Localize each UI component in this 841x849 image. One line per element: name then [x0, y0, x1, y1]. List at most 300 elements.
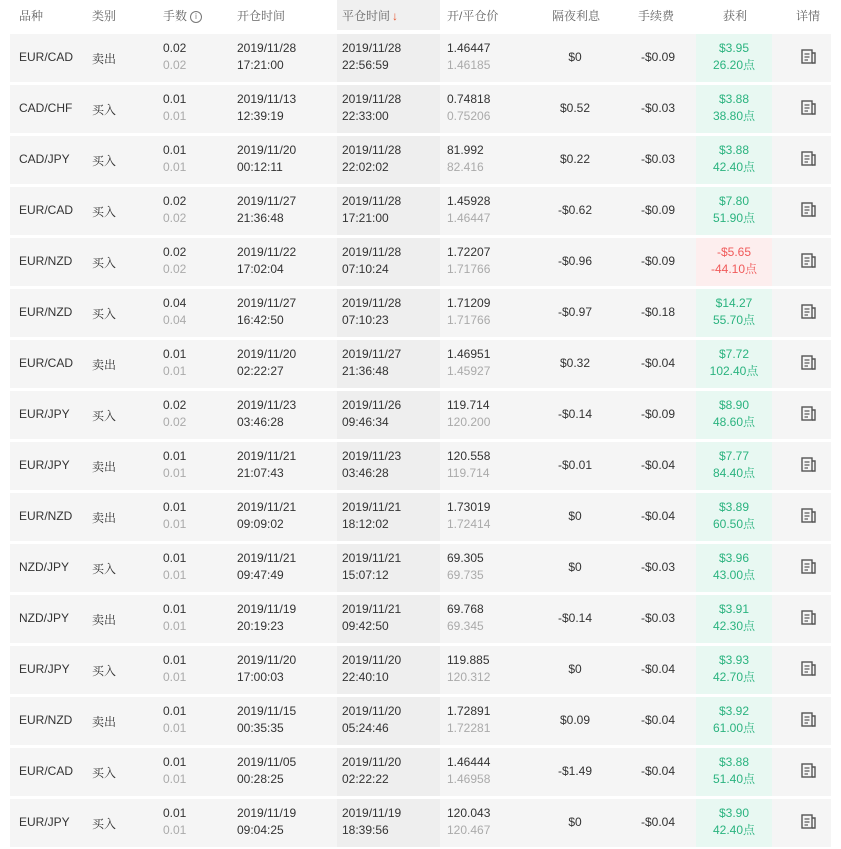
symbol-cell: EUR/CAD — [19, 764, 74, 778]
fee-cell: -$0.09 — [640, 203, 676, 217]
profit-cell — [696, 85, 772, 133]
close-price: 0.75206 — [447, 109, 491, 123]
open-time-cell — [237, 193, 296, 227]
swap-cell: -$0.62 — [557, 203, 593, 217]
swap-cell: $0 — [568, 509, 582, 523]
open-time: 00:28:25 — [237, 772, 284, 786]
swap-cell: -$0.96 — [557, 254, 593, 268]
open-date: 2019/11/15 — [237, 704, 297, 718]
open-date: 2019/11/13 — [237, 92, 297, 106]
symbol-cell: EUR/NZD — [19, 509, 73, 523]
price-cell — [447, 244, 490, 278]
close-date: 2019/11/28 — [342, 143, 402, 157]
open-time: 09:04:25 — [237, 823, 284, 837]
open-date: 2019/11/05 — [237, 755, 297, 769]
open-date: 2019/11/20 — [237, 143, 297, 157]
lots-value: 0.02 — [163, 245, 187, 259]
price-cell — [447, 805, 490, 839]
profit-amount: $7.80 — [718, 194, 750, 208]
fee-cell: -$0.03 — [640, 560, 676, 574]
profit-cell — [696, 748, 772, 796]
sort-desc-arrow-icon[interactable]: ↓ — [392, 9, 399, 23]
swap-cell: $0 — [568, 815, 582, 829]
profit-points: 84.40点 — [712, 466, 756, 480]
profit-amount: $3.91 — [718, 602, 750, 616]
header-symbol: 品种 — [19, 9, 44, 23]
profit-points: 26.20点 — [712, 58, 756, 72]
header-open-time[interactable]: 开仓时间 — [237, 9, 286, 23]
table-row — [10, 697, 831, 745]
lots-closed-value: 0.02 — [163, 415, 187, 429]
close-time: 22:02:02 — [342, 160, 389, 174]
profit-points: 55.70点 — [712, 313, 756, 327]
table-row — [10, 442, 831, 490]
fee-cell: -$0.09 — [640, 254, 676, 268]
table-row — [10, 799, 831, 847]
symbol-cell: EUR/JPY — [19, 662, 70, 676]
type-cell: 买入 — [92, 205, 117, 219]
swap-cell: $0 — [568, 560, 582, 574]
details-doc-icon[interactable] — [800, 813, 818, 831]
profit-points: 42.40点 — [712, 823, 756, 837]
lots-value: 0.01 — [163, 449, 187, 463]
profit-cell — [696, 799, 772, 847]
fee-cell: -$0.09 — [640, 50, 676, 64]
lots-cell — [163, 295, 186, 329]
open-price: 1.71209 — [447, 296, 491, 310]
close-time-cell — [342, 142, 401, 176]
fee-cell: -$0.18 — [640, 305, 676, 319]
symbol-cell: EUR/NZD — [19, 713, 73, 727]
lots-closed-value: 0.04 — [163, 313, 187, 327]
open-time-cell — [237, 550, 296, 584]
swap-cell: $0.09 — [559, 713, 591, 727]
open-time-cell — [237, 244, 296, 278]
header-price: 开/平仓价 — [447, 9, 499, 23]
profit-amount: $3.88 — [718, 92, 750, 106]
close-time-cell — [342, 754, 401, 788]
lots-value: 0.01 — [163, 653, 187, 667]
close-time: 03:46:28 — [342, 466, 389, 480]
close-time-cell — [342, 703, 401, 737]
fee-cell: -$0.04 — [640, 662, 676, 676]
close-time: 05:24:46 — [342, 721, 389, 735]
lots-cell — [163, 397, 186, 431]
details-doc-icon[interactable] — [800, 711, 818, 729]
lots-value: 0.04 — [163, 296, 187, 310]
header-swap: 隔夜利息 — [552, 9, 601, 23]
open-time: 03:46:28 — [237, 415, 284, 429]
type-cell: 买入 — [92, 664, 117, 678]
info-icon[interactable]: i — [190, 11, 202, 23]
details-doc-icon[interactable] — [800, 201, 818, 219]
lots-value: 0.02 — [163, 41, 187, 55]
lots-cell — [163, 601, 186, 635]
close-price: 1.46958 — [447, 772, 491, 786]
lots-closed-value: 0.01 — [163, 721, 187, 735]
lots-closed-value: 0.01 — [163, 568, 187, 582]
open-time-cell — [237, 448, 296, 482]
profit-points: 60.50点 — [712, 517, 756, 531]
close-price: 1.72414 — [447, 517, 491, 531]
close-date: 2019/11/20 — [342, 704, 402, 718]
close-price: 120.467 — [447, 823, 491, 837]
price-cell — [447, 40, 490, 74]
lots-cell — [163, 805, 186, 839]
profit-cell — [696, 289, 772, 337]
table-row — [10, 391, 831, 439]
details-doc-icon[interactable] — [800, 303, 818, 321]
swap-cell: $0 — [568, 50, 582, 64]
lots-value: 0.01 — [163, 806, 187, 820]
close-time: 15:07:12 — [342, 568, 389, 582]
price-cell — [447, 652, 490, 686]
price-cell — [447, 397, 490, 431]
price-cell — [447, 601, 484, 635]
close-date: 2019/11/28 — [342, 245, 402, 259]
open-date: 2019/11/27 — [237, 194, 297, 208]
lots-value: 0.01 — [163, 500, 187, 514]
open-price: 1.72891 — [447, 704, 491, 718]
lots-value: 0.01 — [163, 92, 187, 106]
profit-amount: $3.89 — [718, 500, 750, 514]
profit-amount: $3.88 — [718, 143, 750, 157]
details-doc-icon[interactable] — [800, 48, 818, 66]
header-fee: 手续费 — [638, 9, 675, 23]
open-time: 09:09:02 — [237, 517, 284, 531]
table-row — [10, 340, 831, 388]
lots-cell — [163, 499, 186, 533]
close-time-cell — [342, 652, 401, 686]
close-time-cell — [342, 550, 401, 584]
close-price: 1.72281 — [447, 721, 491, 735]
type-cell: 买入 — [92, 817, 117, 831]
close-time-cell — [342, 499, 401, 533]
type-cell: 卖出 — [92, 358, 117, 372]
symbol-cell: EUR/NZD — [19, 254, 73, 268]
open-date: 2019/11/21 — [237, 551, 297, 565]
table-row — [10, 544, 831, 592]
symbol-cell: EUR/CAD — [19, 356, 74, 370]
open-time-cell — [237, 499, 296, 533]
symbol-cell: EUR/JPY — [19, 815, 70, 829]
fee-cell: -$0.04 — [640, 356, 676, 370]
open-price: 69.305 — [447, 551, 484, 565]
fee-cell: -$0.04 — [640, 815, 676, 829]
fee-cell: -$0.04 — [640, 458, 676, 472]
symbol-cell: EUR/CAD — [19, 50, 74, 64]
profit-cell — [696, 391, 772, 439]
open-date: 2019/11/28 — [237, 41, 297, 55]
open-price: 120.558 — [447, 449, 491, 463]
profit-points: 102.40点 — [709, 364, 759, 378]
lots-closed-value: 0.01 — [163, 670, 187, 684]
details-doc-icon[interactable] — [800, 558, 818, 576]
open-price: 1.46447 — [447, 41, 491, 55]
close-date: 2019/11/20 — [342, 755, 402, 769]
lots-value: 0.01 — [163, 347, 187, 361]
lots-closed-value: 0.02 — [163, 262, 187, 276]
close-price: 120.312 — [447, 670, 491, 684]
type-cell: 卖出 — [92, 52, 117, 66]
close-time-cell — [342, 448, 401, 482]
price-cell — [447, 754, 490, 788]
profit-points: 61.00点 — [712, 721, 756, 735]
open-time: 12:39:19 — [237, 109, 284, 123]
type-cell: 买入 — [92, 766, 117, 780]
price-cell — [447, 448, 490, 482]
swap-cell: -$0.14 — [557, 407, 593, 421]
lots-value: 0.01 — [163, 551, 187, 565]
profit-points: 51.90点 — [712, 211, 756, 225]
open-price: 1.46444 — [447, 755, 491, 769]
lots-cell — [163, 193, 186, 227]
open-date: 2019/11/27 — [237, 296, 297, 310]
open-time-cell — [237, 397, 296, 431]
symbol-cell: EUR/NZD — [19, 305, 73, 319]
lots-closed-value: 0.01 — [163, 109, 187, 123]
lots-value: 0.01 — [163, 602, 187, 616]
table-row — [10, 136, 831, 184]
symbol-cell: CAD/CHF — [19, 101, 73, 115]
close-time-cell — [342, 40, 401, 74]
type-cell: 买入 — [92, 256, 117, 270]
details-doc-icon[interactable] — [800, 354, 818, 372]
profit-amount: $8.90 — [718, 398, 750, 412]
open-time-cell — [237, 754, 296, 788]
details-doc-icon[interactable] — [800, 762, 818, 780]
open-price: 1.72207 — [447, 245, 491, 259]
open-price: 0.74818 — [447, 92, 491, 106]
open-price: 69.768 — [447, 602, 484, 616]
close-time-cell — [342, 346, 401, 380]
profit-points: 51.40点 — [712, 772, 756, 786]
table-row — [10, 187, 831, 235]
close-date: 2019/11/28 — [342, 41, 402, 55]
close-price: 1.45927 — [447, 364, 491, 378]
lots-cell — [163, 448, 186, 482]
lots-closed-value: 0.01 — [163, 619, 187, 633]
table-row — [10, 289, 831, 337]
table-row — [10, 493, 831, 541]
close-time-cell — [342, 397, 401, 431]
lots-closed-value: 0.01 — [163, 772, 187, 786]
profit-amount: $7.72 — [718, 347, 750, 361]
type-cell: 买入 — [92, 154, 117, 168]
price-cell — [447, 142, 484, 176]
close-time: 22:33:00 — [342, 109, 389, 123]
type-cell: 买入 — [92, 307, 117, 321]
table-row — [10, 595, 831, 643]
profit-amount: -$5.65 — [716, 245, 752, 259]
profit-amount: $7.77 — [718, 449, 750, 463]
table-row — [10, 238, 831, 286]
swap-cell: $0 — [568, 662, 582, 676]
details-doc-icon[interactable] — [800, 252, 818, 270]
profit-amount: $3.88 — [718, 755, 750, 769]
details-doc-icon[interactable] — [800, 660, 818, 678]
swap-cell: $0.32 — [559, 356, 591, 370]
swap-cell: -$0.97 — [557, 305, 593, 319]
profit-amount: $3.95 — [718, 41, 750, 55]
profit-cell — [696, 493, 772, 541]
close-time: 22:40:10 — [342, 670, 389, 684]
header-close-time-label: 平仓时间 — [342, 9, 391, 23]
lots-cell — [163, 142, 186, 176]
type-cell: 卖出 — [92, 715, 117, 729]
close-date: 2019/11/23 — [342, 449, 402, 463]
symbol-cell: NZD/JPY — [19, 611, 70, 625]
swap-cell: -$1.49 — [557, 764, 593, 778]
open-time-cell — [237, 142, 296, 176]
close-date: 2019/11/20 — [342, 653, 402, 667]
lots-cell — [163, 754, 186, 788]
type-cell: 买入 — [92, 409, 117, 423]
close-price: 119.714 — [447, 466, 490, 480]
table-row — [10, 646, 831, 694]
close-time-cell — [342, 601, 401, 635]
open-time: 17:02:04 — [237, 262, 284, 276]
table-header — [0, 0, 841, 30]
price-cell — [447, 499, 490, 533]
price-cell — [447, 91, 490, 125]
open-time-cell — [237, 703, 296, 737]
price-cell — [447, 703, 490, 737]
type-cell: 卖出 — [92, 613, 117, 627]
close-price: 69.345 — [447, 619, 484, 633]
type-cell: 买入 — [92, 562, 117, 576]
close-date: 2019/11/27 — [342, 347, 402, 361]
open-price: 119.714 — [447, 398, 490, 412]
price-cell — [447, 346, 490, 380]
lots-value: 0.02 — [163, 194, 187, 208]
close-date: 2019/11/21 — [342, 602, 402, 616]
type-cell: 卖出 — [92, 460, 117, 474]
close-time-cell — [342, 91, 401, 125]
profit-cell — [696, 136, 772, 184]
lots-cell — [163, 91, 186, 125]
profit-points: 43.00点 — [712, 568, 756, 582]
close-price: 1.71766 — [447, 262, 491, 276]
open-time: 00:12:11 — [237, 160, 283, 174]
close-price: 82.416 — [447, 160, 484, 174]
open-date: 2019/11/19 — [237, 806, 297, 820]
details-doc-icon[interactable] — [800, 405, 818, 423]
profit-cell — [696, 187, 772, 235]
table-row — [10, 34, 831, 82]
close-price: 69.735 — [447, 568, 484, 582]
open-price: 81.992 — [447, 143, 484, 157]
lots-value: 0.01 — [163, 704, 187, 718]
details-doc-icon[interactable] — [800, 609, 818, 627]
open-price: 1.73019 — [447, 500, 491, 514]
swap-cell: -$0.14 — [557, 611, 593, 625]
header-lots-label: 手数 — [163, 9, 188, 23]
close-date: 2019/11/28 — [342, 296, 402, 310]
lots-closed-value: 0.02 — [163, 58, 187, 72]
open-time: 09:47:49 — [237, 568, 284, 582]
details-doc-icon[interactable] — [800, 99, 818, 117]
details-doc-icon[interactable] — [800, 150, 818, 168]
profit-amount: $14.27 — [715, 296, 753, 310]
close-time-cell — [342, 805, 401, 839]
profit-amount: $3.90 — [718, 806, 750, 820]
profit-points: 42.40点 — [712, 160, 756, 174]
price-cell — [447, 193, 490, 227]
lots-value: 0.01 — [163, 143, 187, 157]
close-time: 21:36:48 — [342, 364, 389, 378]
close-time: 09:46:34 — [342, 415, 389, 429]
close-date: 2019/11/28 — [342, 194, 402, 208]
close-time: 17:21:00 — [342, 211, 389, 225]
table-row — [10, 748, 831, 796]
open-time: 20:19:23 — [237, 619, 284, 633]
close-price: 1.46185 — [447, 58, 491, 72]
lots-closed-value: 0.01 — [163, 364, 187, 378]
fee-cell: -$0.04 — [640, 713, 676, 727]
close-date: 2019/11/21 — [342, 500, 402, 514]
details-doc-icon[interactable] — [800, 456, 818, 474]
header-type: 类别 — [92, 9, 117, 23]
close-price: 120.200 — [447, 415, 491, 429]
open-time-cell — [237, 805, 296, 839]
symbol-cell: CAD/JPY — [19, 152, 70, 166]
details-doc-icon[interactable] — [800, 507, 818, 525]
symbol-cell: NZD/JPY — [19, 560, 70, 574]
lots-cell — [163, 652, 186, 686]
open-time-cell — [237, 91, 296, 125]
profit-points: 38.80点 — [712, 109, 756, 123]
lots-closed-value: 0.02 — [163, 211, 187, 225]
lots-cell — [163, 244, 186, 278]
open-price: 1.46951 — [447, 347, 491, 361]
profit-cell — [696, 238, 772, 286]
close-date: 2019/11/19 — [342, 806, 402, 820]
header-lots — [163, 7, 202, 24]
close-time: 07:10:23 — [342, 313, 389, 327]
header-details: 详情 — [796, 9, 821, 23]
profit-cell — [696, 646, 772, 694]
close-date: 2019/11/26 — [342, 398, 402, 412]
header-close-time[interactable] — [342, 7, 398, 24]
open-price: 119.885 — [447, 653, 490, 667]
lots-value: 0.02 — [163, 398, 187, 412]
lots-closed-value: 0.01 — [163, 517, 187, 531]
swap-cell: $0.52 — [559, 101, 591, 115]
close-price: 1.46447 — [447, 211, 491, 225]
profit-points: 42.30点 — [712, 619, 756, 633]
close-time-cell — [342, 193, 401, 227]
open-date: 2019/11/21 — [237, 500, 297, 514]
open-time: 16:42:50 — [237, 313, 284, 327]
open-time: 00:35:35 — [237, 721, 284, 735]
close-date: 2019/11/21 — [342, 551, 402, 565]
close-price: 1.71766 — [447, 313, 491, 327]
fee-cell: -$0.03 — [640, 101, 676, 115]
symbol-cell: EUR/JPY — [19, 458, 70, 472]
open-time-cell — [237, 346, 296, 380]
open-date: 2019/11/23 — [237, 398, 297, 412]
price-cell — [447, 295, 490, 329]
profit-points: 48.60点 — [712, 415, 756, 429]
profit-cell — [696, 544, 772, 592]
fee-cell: -$0.03 — [640, 152, 676, 166]
header-profit: 获利 — [723, 9, 748, 23]
profit-amount: $3.96 — [718, 551, 750, 565]
close-time-cell — [342, 295, 401, 329]
profit-amount: $3.92 — [718, 704, 750, 718]
lots-cell — [163, 40, 186, 74]
